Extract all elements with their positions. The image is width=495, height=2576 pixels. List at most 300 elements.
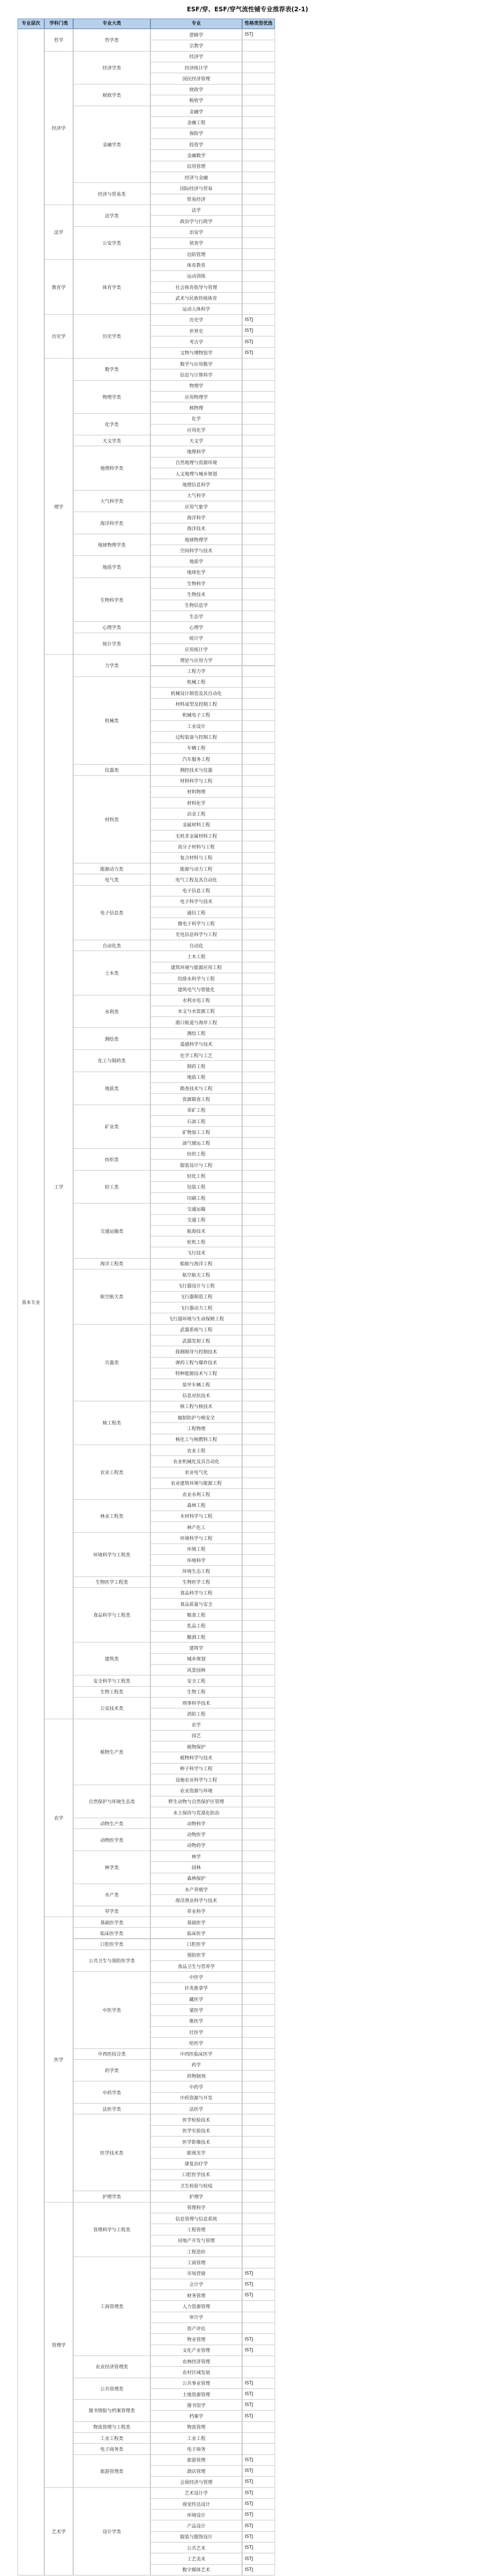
class-cell: 地理科学类: [73, 446, 150, 490]
personality-cell: [242, 1960, 275, 1972]
personality-cell: [242, 1060, 275, 1072]
class-cell: 航空航天类: [73, 1269, 150, 1325]
class-cell: 法医学类: [73, 2103, 150, 2114]
personality-cell: [242, 1971, 275, 1982]
personality-cell: ISTJ: [242, 314, 275, 326]
personality-cell: [242, 2037, 275, 2048]
major-cell: 林学: [150, 1851, 242, 1862]
major-cell: 环境工程: [150, 1544, 242, 1555]
discipline-cell: 历史学: [44, 314, 73, 359]
personality-cell: [242, 1565, 275, 1577]
personality-cell: [242, 2103, 275, 2114]
major-cell: 飞行器环境与生命保障工程: [150, 1313, 242, 1324]
major-cell: 城乡规划: [150, 1653, 242, 1665]
major-cell: 能源与动力工程: [150, 863, 242, 874]
major-cell: 旅游管理: [150, 2454, 242, 2466]
discipline-cell: 理学: [44, 358, 73, 655]
major-cell: 测绘工程: [150, 1027, 242, 1039]
major-cell: 心理学: [150, 621, 242, 633]
personality-cell: [242, 2092, 275, 2104]
personality-cell: [242, 687, 275, 699]
class-cell: 安全科学与工程类: [73, 1675, 150, 1686]
personality-cell: [242, 1982, 275, 1994]
major-cell: 环境科学: [150, 1554, 242, 1566]
class-cell: 哲学类: [73, 29, 150, 52]
major-cell: 轻化工程: [150, 1170, 242, 1181]
personality-cell: [242, 1357, 275, 1368]
major-cell: 资源勘查工程: [150, 1093, 242, 1105]
personality-cell: [242, 2355, 275, 2367]
class-cell: 公共卫生与预防医学类: [73, 1950, 150, 1972]
major-cell: 生物科学: [150, 578, 242, 589]
major-cell: 无机非金属材料工程: [150, 830, 242, 841]
major-cell: 森林保护: [150, 1873, 242, 1884]
major-cell: 高分子材料与工程: [150, 841, 242, 852]
personality-cell: [242, 1137, 275, 1148]
major-cell: 工商管理: [150, 2257, 242, 2268]
major-cell: 眼视光学: [150, 2147, 242, 2158]
personality-cell: [242, 885, 275, 896]
major-cell: 生物技术: [150, 588, 242, 600]
major-cell: 药学: [150, 2059, 242, 2071]
personality-cell: [242, 1577, 275, 1588]
personality-cell: [242, 775, 275, 787]
class-cell: 交通运输类: [73, 1203, 150, 1259]
major-cell: 临床医学: [150, 1927, 242, 1939]
major-cell: 世界史: [150, 325, 242, 336]
major-cell: 风景园林: [150, 1664, 242, 1675]
discipline-cell: 教育学: [44, 259, 73, 315]
class-cell: 基础医学类: [73, 1917, 150, 1928]
major-cell: 维医学: [150, 2015, 242, 2027]
class-cell: 临床医学类: [73, 1927, 150, 1939]
major-cell: 历史学: [150, 314, 242, 326]
major-cell: 地质学: [150, 555, 242, 567]
major-cell: 会计学: [150, 2279, 242, 2290]
personality-cell: [242, 1016, 275, 1028]
personality-cell: [242, 2070, 275, 2081]
major-cell: 护理学: [150, 2191, 242, 2202]
class-cell: 环境科学与工程类: [73, 1532, 150, 1577]
personality-cell: [242, 1006, 275, 1017]
personality-cell: [242, 424, 275, 435]
personality-cell: [242, 2246, 275, 2257]
personality-cell: [242, 1894, 275, 1906]
class-cell: 药学类: [73, 2059, 150, 2082]
personality-cell: [242, 797, 275, 808]
personality-cell: ISTJ: [242, 2465, 275, 2477]
personality-cell: [242, 676, 275, 688]
class-cell: 农业经济管理类: [73, 2355, 150, 2378]
major-cell: 中医学: [150, 1971, 242, 1982]
personality-cell: [242, 281, 275, 293]
major-cell: 工业设计: [150, 720, 242, 732]
major-cell: 材料物理: [150, 786, 242, 798]
personality-cell: ISTJ: [242, 2333, 275, 2345]
major-cell: 印刷工程: [150, 1192, 242, 1204]
personality-cell: [242, 2180, 275, 2191]
class-cell: 地球物理学类: [73, 534, 150, 556]
major-cell: 机械工程: [150, 676, 242, 688]
major-cell: 海洋科学: [150, 512, 242, 523]
major-cell: 园林: [150, 1861, 242, 1873]
personality-cell: [242, 1917, 275, 1928]
class-cell: 公安技术类: [73, 1697, 150, 1720]
personality-cell: [242, 1467, 275, 1478]
personality-cell: [242, 501, 275, 512]
personality-cell: [242, 2191, 275, 2202]
personality-cell: [242, 1818, 275, 1829]
major-cell: 大气科学: [150, 490, 242, 501]
personality-cell: ISTJ: [242, 2509, 275, 2520]
major-cell: 航海技术: [150, 1225, 242, 1236]
class-cell: 机械类: [73, 676, 150, 765]
major-cell: 种子科学与工程: [150, 1763, 242, 1774]
class-cell: 草学类: [73, 1906, 150, 1917]
personality-cell: [242, 874, 275, 885]
class-cell: 海洋科学类: [73, 512, 150, 534]
major-cell: 考古学: [150, 336, 242, 347]
major-cell: 工程物理: [150, 1422, 242, 1434]
major-cell: 草业科学: [150, 1906, 242, 1917]
major-cell: 贸易经济: [150, 194, 242, 205]
major-cell: 农业电气化: [150, 1467, 242, 1478]
personality-cell: [242, 292, 275, 303]
personality-cell: [242, 1302, 275, 1313]
personality-cell: [242, 84, 275, 95]
major-cell: 冶金工程: [150, 808, 242, 819]
personality-cell: [242, 545, 275, 556]
personality-cell: ISTJ: [242, 2531, 275, 2543]
personality-cell: [242, 413, 275, 425]
discipline-cell: 农学: [44, 1719, 73, 1917]
major-cell: 医学影像技术: [150, 2136, 242, 2147]
class-cell: 公共管理类: [73, 2378, 150, 2400]
major-cell: 物理学: [150, 380, 242, 392]
major-cell: 核物理: [150, 402, 242, 413]
personality-cell: [242, 1741, 275, 1752]
major-cell: 自然地理与资源环境: [150, 457, 242, 468]
class-cell: 化学类: [73, 413, 150, 436]
personality-cell: [242, 555, 275, 567]
major-cell: 地理信息科学: [150, 479, 242, 490]
personality-cell: [242, 1609, 275, 1620]
personality-cell: [242, 1675, 275, 1686]
major-cell: 边防管理: [150, 248, 242, 260]
major-cell: 视觉传达设计: [150, 2498, 242, 2510]
personality-cell: [242, 2257, 275, 2268]
personality-cell: [242, 1126, 275, 1138]
personality-cell: [242, 2213, 275, 2224]
major-cell: 光电信息科学与工程: [150, 929, 242, 940]
personality-cell: [242, 2323, 275, 2334]
major-cell: 国际经济与贸易: [150, 182, 242, 194]
class-cell: 口腔医学类: [73, 1939, 150, 1950]
personality-cell: [242, 1719, 275, 1730]
personality-cell: [242, 951, 275, 962]
personality-cell: ISTJ: [242, 2542, 275, 2553]
major-cell: 森林工程: [150, 1499, 242, 1511]
major-cell: 农村区域发展: [150, 2366, 242, 2378]
major-cell: 乳品工程: [150, 1620, 242, 1632]
major-cell: 管理科学: [150, 2202, 242, 2213]
major-cell: 税收学: [150, 95, 242, 106]
personality-cell: [242, 907, 275, 918]
class-cell: 设计学类: [73, 2487, 150, 2575]
major-cell: 电子商务: [150, 2443, 242, 2454]
major-cell: 服装设计与工程: [150, 1159, 242, 1171]
major-cell: 基础医学: [150, 1917, 242, 1928]
personality-cell: [242, 600, 275, 611]
personality-cell: [242, 2300, 275, 2312]
major-cell: 过程装备与控制工程: [150, 731, 242, 742]
major-cell: 通信工程: [150, 907, 242, 918]
personality-cell: [242, 1280, 275, 1291]
class-cell: 电子商务类: [73, 2443, 150, 2454]
personality-cell: ISTJ: [242, 325, 275, 336]
major-cell: 植物科学与技术: [150, 1752, 242, 1763]
personality-cell: [242, 2081, 275, 2092]
major-cell: 港口航道与海岸工程: [150, 1016, 242, 1028]
class-cell: 能源动力类: [73, 863, 150, 874]
class-cell: 动物医学类: [73, 1828, 150, 1851]
major-cell: 交通工程: [150, 1214, 242, 1226]
major-cell: 特种能源技术与工程: [150, 1368, 242, 1379]
major-cell: 治安学: [150, 226, 242, 238]
personality-cell: [242, 1093, 275, 1105]
personality-cell: [242, 973, 275, 984]
header-major: 专业: [150, 19, 242, 29]
major-cell: 刑事科学技术: [150, 1697, 242, 1708]
class-cell: 地质类: [73, 1072, 150, 1105]
major-cell: 应用气象学: [150, 501, 242, 512]
major-cell: 法学: [150, 205, 242, 216]
major-cell: 产品设计: [150, 2520, 242, 2531]
personality-cell: [242, 2059, 275, 2071]
discipline-cell: 经济学: [44, 51, 73, 205]
personality-cell: [242, 1840, 275, 1851]
major-cell: 艺术设计学: [150, 2487, 242, 2499]
major-cell: 地理科学: [150, 446, 242, 457]
major-cell: 经济统计学: [150, 62, 242, 73]
personality-cell: [242, 1861, 275, 1873]
personality-cell: [242, 2312, 275, 2323]
major-cell: 经济与金融: [150, 172, 242, 183]
personality-cell: [242, 1939, 275, 1950]
personality-cell: [242, 1642, 275, 1653]
major-cell: 公共事业管理: [150, 2378, 242, 2389]
personality-cell: [242, 1499, 275, 1511]
major-cell: 水文与水资源工程: [150, 1006, 242, 1017]
personality-cell: [242, 2235, 275, 2246]
personality-cell: [242, 1379, 275, 1390]
personality-cell: ISTJ: [242, 2454, 275, 2466]
class-cell: 轻工类: [73, 1170, 150, 1204]
major-cell: 机械电子工程: [150, 709, 242, 721]
major-cell: 汽车服务工程: [150, 753, 242, 765]
major-cell: 勘查技术与工程: [150, 1082, 242, 1094]
class-cell: 水利类: [73, 995, 150, 1028]
personality-cell: [242, 720, 275, 732]
major-cell: 工程管理: [150, 2224, 242, 2235]
major-cell: 农林经济管理: [150, 2355, 242, 2367]
personality-cell: ISTJ: [242, 2410, 275, 2421]
major-cell: 野生动物与自然保护区管理: [150, 1796, 242, 1807]
header-class: 专业大类: [73, 19, 150, 29]
major-cell: 土木工程: [150, 951, 242, 962]
major-cell: 金融工程: [150, 116, 242, 128]
major-cell: 微电子科学与工程: [150, 918, 242, 929]
major-cell: 交通运输: [150, 1203, 242, 1214]
personality-cell: [242, 698, 275, 709]
discipline-cell: 医学: [44, 1917, 73, 2202]
personality-cell: [242, 435, 275, 446]
major-cell: 航空航天工程: [150, 1269, 242, 1280]
class-cell: 物流管理与工程类: [73, 2421, 150, 2433]
major-cell: 图书馆学: [150, 2399, 242, 2411]
personality-cell: ISTJ: [242, 2564, 275, 2575]
major-cell: 纺织工程: [150, 1148, 242, 1160]
personality-cell: [242, 1203, 275, 1214]
major-cell: 林产化工: [150, 1521, 242, 1533]
major-cell: 公共艺术: [150, 2542, 242, 2553]
personality-cell: [242, 1291, 275, 1302]
class-cell: 公安学类: [73, 226, 150, 260]
major-cell: 空间科学与技术: [150, 545, 242, 556]
personality-cell: [242, 1686, 275, 1698]
personality-cell: [242, 841, 275, 852]
class-cell: 法学类: [73, 205, 150, 227]
personality-cell: [242, 1697, 275, 1708]
class-cell: 物理学类: [73, 380, 150, 414]
class-cell: 电气类: [73, 874, 150, 885]
major-cell: 消防工程: [150, 1708, 242, 1719]
personality-cell: [242, 479, 275, 490]
class-cell: 自动化类: [73, 940, 150, 951]
major-cell: 针灸推拿学: [150, 1982, 242, 1994]
personality-cell: [242, 2432, 275, 2444]
personality-cell: [242, 1027, 275, 1039]
personality-cell: [242, 194, 275, 205]
class-cell: 测绘类: [73, 1027, 150, 1050]
major-cell: 应用物理学: [150, 391, 242, 402]
personality-cell: [242, 2158, 275, 2170]
major-cell: 武术与民族传统体育: [150, 292, 242, 303]
class-cell: 旅游管理类: [73, 2454, 150, 2488]
major-cell: 轮机工程: [150, 1236, 242, 1247]
personality-cell: [242, 962, 275, 973]
major-cell: 武器系统与工程: [150, 1324, 242, 1335]
major-cell: 农业建筑环境与能源工程: [150, 1478, 242, 1489]
major-cell: 建筑环境与能源应用工程: [150, 962, 242, 973]
major-cell: 矿物加工工程: [150, 1126, 242, 1138]
major-cell: 复合材料与工程: [150, 852, 242, 863]
personality-cell: [242, 1993, 275, 2005]
major-cell: 木材科学与工程: [150, 1511, 242, 1522]
personality-cell: [242, 929, 275, 940]
major-cell: 卫生检验与检疫: [150, 2180, 242, 2191]
personality-cell: [242, 1851, 275, 1862]
personality-cell: [242, 128, 275, 139]
major-cell: 水产养殖学: [150, 1884, 242, 1895]
major-cell: 经济学: [150, 51, 242, 62]
personality-cell: [242, 654, 275, 666]
class-cell: 大气科学类: [73, 490, 150, 513]
personality-cell: [242, 380, 275, 392]
major-cell: 运动训练: [150, 270, 242, 282]
personality-cell: [242, 1478, 275, 1489]
major-cell: 园艺: [150, 1730, 242, 1741]
class-cell: 心理学类: [73, 621, 150, 633]
personality-cell: [242, 358, 275, 369]
personality-cell: [242, 588, 275, 600]
major-cell: 中药资源与开发: [150, 2092, 242, 2104]
personality-cell: [242, 259, 275, 270]
major-cell: 酿酒工程: [150, 1631, 242, 1642]
major-cell: 中西医临床医学: [150, 2048, 242, 2060]
class-cell: 体育学类: [73, 259, 150, 315]
personality-cell: [242, 270, 275, 282]
class-cell: 动物生产类: [73, 1818, 150, 1829]
personality-cell: [242, 1752, 275, 1763]
personality-cell: [242, 1873, 275, 1884]
major-cell: 水土保持与荒漠化防治: [150, 1807, 242, 1818]
personality-cell: [242, 1148, 275, 1160]
personality-cell: [242, 633, 275, 644]
discipline-cell: 法学: [44, 205, 73, 260]
personality-cell: [242, 1072, 275, 1083]
major-cell: 侦查学: [150, 238, 242, 249]
class-cell: 矿业类: [73, 1105, 150, 1149]
personality-cell: [242, 1763, 275, 1774]
personality-cell: [242, 1587, 275, 1599]
class-cell: 材料类: [73, 775, 150, 863]
major-cell: 国民经济管理: [150, 73, 242, 84]
personality-cell: [242, 1434, 275, 1445]
personality-cell: [242, 1828, 275, 1840]
class-cell: 仪器类: [73, 764, 150, 775]
class-cell: 土木类: [73, 951, 150, 995]
major-cell: 投资学: [150, 139, 242, 150]
personality-cell: [242, 1269, 275, 1280]
major-cell: 地球化学: [150, 567, 242, 578]
personality-cell: [242, 1313, 275, 1324]
level-cell: 基本专业: [18, 29, 44, 2575]
personality-cell: [242, 1532, 275, 1544]
header-personality: 性格类型优选: [242, 19, 275, 29]
major-cell: 飞行技术: [150, 1247, 242, 1258]
discipline-cell: 管理学: [44, 2202, 73, 2488]
major-cell: 农业水利工程: [150, 1488, 242, 1500]
personality-cell: ISTJ: [242, 2553, 275, 2564]
class-cell: 兵器类: [73, 1324, 150, 1401]
major-cell: 海洋技术: [150, 523, 242, 534]
major-cell: 食品卫生与营养学: [150, 1960, 242, 1972]
personality-cell: [242, 468, 275, 479]
personality-cell: [242, 1796, 275, 1807]
major-cell: 动物科学: [150, 1818, 242, 1829]
class-cell: 医学技术类: [73, 2114, 150, 2191]
personality-cell: [242, 2015, 275, 2027]
major-cell: 自动化: [150, 940, 242, 951]
major-cell: 油气储运工程: [150, 1137, 242, 1148]
major-cell: 理论与应用力学: [150, 654, 242, 666]
class-cell: 工业工程类: [73, 2432, 150, 2444]
personality-cell: [242, 643, 275, 655]
class-cell: 图书情报与档案管理类: [73, 2399, 150, 2422]
major-cell: 辐射防护与核安全: [150, 1412, 242, 1423]
personality-cell: [242, 1785, 275, 1796]
